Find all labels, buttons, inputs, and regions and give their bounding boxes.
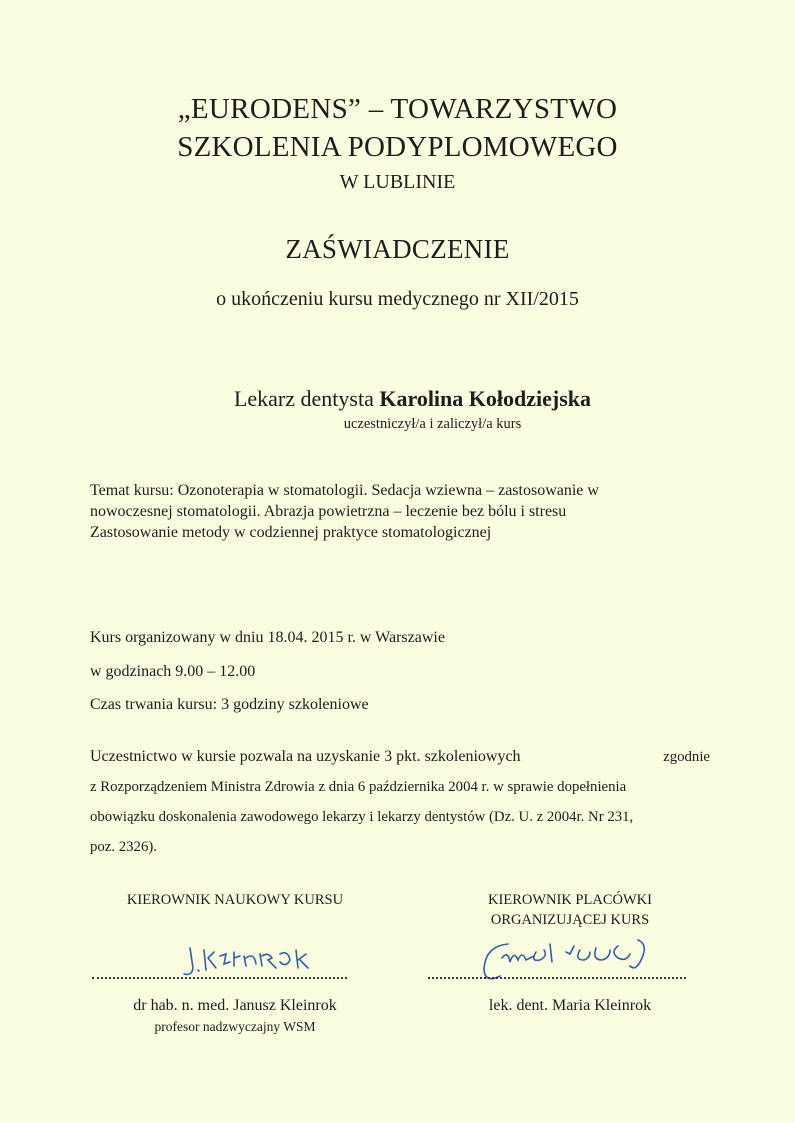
participation-note: uczestniczył/a i zaliczył/a kurs [343,416,522,432]
recipient-name: Karolina Kołodziejska [379,386,592,411]
signature-line-right [428,975,686,979]
scientific-director-name: dr hab. n. med. Janusz Kleinrok [133,997,337,1014]
facility-director-name: lek. dent. Maria Kleinrok [488,997,652,1014]
credits-line: poz. 2326). [90,839,157,855]
scientific-director-title: profesor nadzwyczajny WSM [154,1019,316,1034]
credits-paragraph [90,742,710,862]
credits-line: obowiązku doskonalenia zawodowego lekarzy i lekarzy dentystów (Dz. U. z 2004r. Nr 231, [90,809,634,825]
organization-name-line2: SZKOLENIA PODYPLOMOWEGO [177,131,618,163]
course-topic-line: Zastosowanie metody w codziennej praktyce stomatologicznej [90,524,492,541]
course-date-place: Kurs organizowany w dniu 18.04. 2015 r. w Warszawie [90,629,445,646]
signature-right-icon [478,932,668,992]
course-topic [90,480,710,543]
organization-city: W LUBLINIE [339,171,456,193]
recipient-line [15,385,795,413]
organization-name-line1: „EURODENS” – TOWARZYSTWO [177,93,618,125]
scientific-director-label: KIEROWNIK NAUKOWY KURSU [126,892,344,908]
certificate-title: ZAŚWIADCZENIE [285,234,510,264]
course-topic-line: Temat kursu: Ozonoterapia w stomatologii. Sedacja wziewna – zastosowanie w [90,482,599,499]
facility-director-label: KIEROWNIK PLACÓWKI ORGANIZUJĄCEJ KURS [488,892,652,928]
recipient-prefix: Lekarz dentysta [233,386,374,411]
course-hours: w godzinach 9.00 – 12.00 [90,663,256,680]
credits-line: Uczestnictwo w kursie pozwala na uzyskanie 3 pkt. szkoleniowych zgodnie [90,748,710,765]
signature-line-left [92,975,347,979]
credits-line: z Rozporządzeniem Ministra Zdrowia z dnia 6 października 2004 r. w sprawie dopełnienia [90,779,627,795]
course-duration: Czas trwania kursu: 3 godziny szkoleniowe [90,696,369,713]
certificate-subtitle: o ukończeniu kursu medycznego nr XII/2015 [216,288,579,310]
course-topic-line: nowoczesnej stomatologii. Abrazja powietrzna – leczenie bez bólu i stresu [90,503,567,520]
